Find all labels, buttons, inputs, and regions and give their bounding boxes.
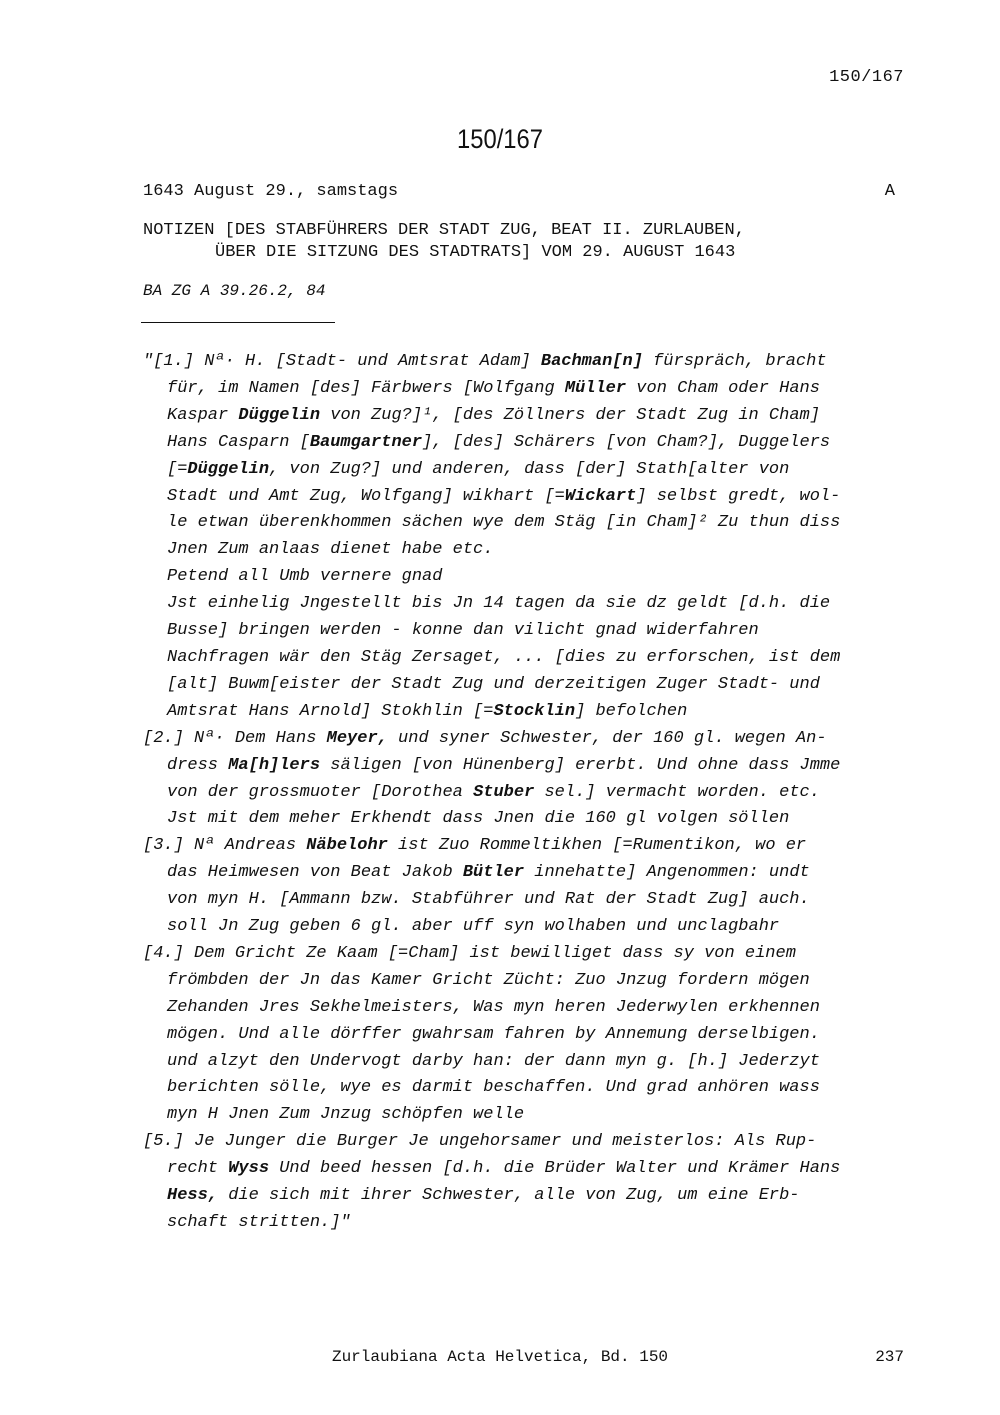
body-line: myn H Jnen Zum Jnzug schöpfen welle xyxy=(167,1105,525,1125)
body-line: Nachfragen wär den Stäg Zersaget, ... [dies zu erforschen, ist dem xyxy=(167,647,841,667)
body-line: und alzyt den Undervogt darby han: der dann myn g. [h.] Jederzyt xyxy=(167,1051,820,1071)
body-line: Zehanden Jres Sekhelmeisters, Was myn heren Jederwylen erkhennen xyxy=(167,997,820,1017)
body-line: dress Ma[h]lers säligen [von Hünenberg] ererbt. Und ohne dass Jmme xyxy=(167,755,841,775)
running-head: 150/167 xyxy=(829,68,904,87)
body-line: [alt] Buwm[eister der Stadt Zug und derzeitigen Zuger Stadt- und xyxy=(167,674,820,694)
body-line: Kaspar Düggelin von Zug?]¹, [des Zöllners der Stadt Zug in Cham] xyxy=(167,405,820,425)
body-line: [3.] Nª Andreas Näbelohr ist Zuo Rommeltikhen [=Rumentikon, wo er xyxy=(143,836,807,856)
body-line: für, im Namen [des] Färbwers [Wolfgang Müller von Cham oder Hans xyxy=(167,378,820,398)
body-line: recht Wyss Und beed hessen [d.h. die Brüder Walter und Krämer Hans xyxy=(167,1159,841,1179)
footer-series-title: Zurlaubiana Acta Helvetica, Bd. 150 xyxy=(331,1348,669,1366)
grade-letter: A xyxy=(884,182,895,201)
body-line: Hans Casparn [Baumgartner], [des] Schärers [von Cham?], Duggelers xyxy=(167,432,831,452)
body-line: [2.] Nª· Dem Hans Meyer, und syner Schwester, der 160 gl. wegen An- xyxy=(143,728,827,748)
body-line: Hess, die sich mit ihrer Schwester, alle von Zug, um eine Erb- xyxy=(167,1186,800,1206)
source-reference: BA ZG A 39.26.2, 84 xyxy=(143,282,326,300)
body-line: soll Jn Zug geben 6 gl. aber uff syn wolhaben und unclagbahr xyxy=(167,917,780,937)
body-line: Petend all Umb vernere gnad xyxy=(167,567,443,587)
body-line: schaft stritten.]" xyxy=(167,1213,351,1232)
body-line: [4.] Dem Gricht Ze Kaam [=Cham] ist bewilliget dass sy von einem xyxy=(143,943,796,963)
body-line: frömbden der Jn das Kamer Gricht Zücht: Zuo Jnzug fordern mögen xyxy=(167,970,810,990)
document-number: 150/167 xyxy=(457,124,543,154)
body-line: le etwan überenkhommen sächen wye dem Stäg [in Cham]² Zu thun diss xyxy=(167,513,841,533)
body-line: Jst einhelig Jngestellt bis Jn 14 tagen da sie dz geldt [d.h. die xyxy=(167,594,831,614)
body-line: [=Düggelin, von Zug?] und anderen, dass [der] Stath[alter von xyxy=(167,459,790,479)
body-line: von der grossmuoter [Dorothea Stuber sel.] vermacht worden. etc. xyxy=(167,782,820,802)
body-line: Jnen Zum anlaas dienet habe etc. xyxy=(167,540,494,560)
title-line-1: NOTIZEN [DES STABFÜHRERS DER STADT ZUG, BEAT II. ZURLAUBEN, xyxy=(143,221,745,240)
document-title xyxy=(143,220,883,264)
body-line: "[1.] Nª· H. [Stadt- und Amtsrat Adam] Bachman[n] fürspräch, bracht xyxy=(143,352,827,371)
page-number: 237 xyxy=(875,1348,904,1366)
body-line: Amtsrat Hans Arnold] Stokhlin [=Stocklin] befolchen xyxy=(167,701,688,721)
transcription-body xyxy=(143,349,913,1237)
body-line: berichten sölle, wye es darmit beschaffen. Und grad anhören wass xyxy=(167,1078,820,1098)
body-line: Jst mit dem meher Erkhendt dass Jnen die 160 gl volgen söllen xyxy=(167,809,790,829)
separator-rule xyxy=(141,322,335,323)
body-line: mögen. Und alle dörffer gwahrsam fahren by Annemung derselbigen. xyxy=(167,1024,820,1044)
body-line: das Heimwesen von Beat Jakob Bütler innehatte] Angenommen: undt xyxy=(167,863,810,883)
body-line: [5.] Je Junger die Burger Je ungehorsamer und meisterlos: Als Rup- xyxy=(143,1132,817,1152)
date-line: 1643 August 29., samstags xyxy=(143,182,399,201)
body-line: Busse] bringen werden - konne dan vilicht gnad widerfahren xyxy=(167,621,759,641)
title-line-2: ÜBER DIE SITZUNG DES STADTRATS] VOM 29. AUGUST 1643 xyxy=(215,243,736,262)
body-line: Stadt und Amt Zug, Wolfgang] wikhart [=Wickart] selbst gredt, wol- xyxy=(167,486,841,506)
body-line: von myn H. [Ammann bzw. Stabführer und Rat der Stadt Zug] auch. xyxy=(167,890,810,910)
